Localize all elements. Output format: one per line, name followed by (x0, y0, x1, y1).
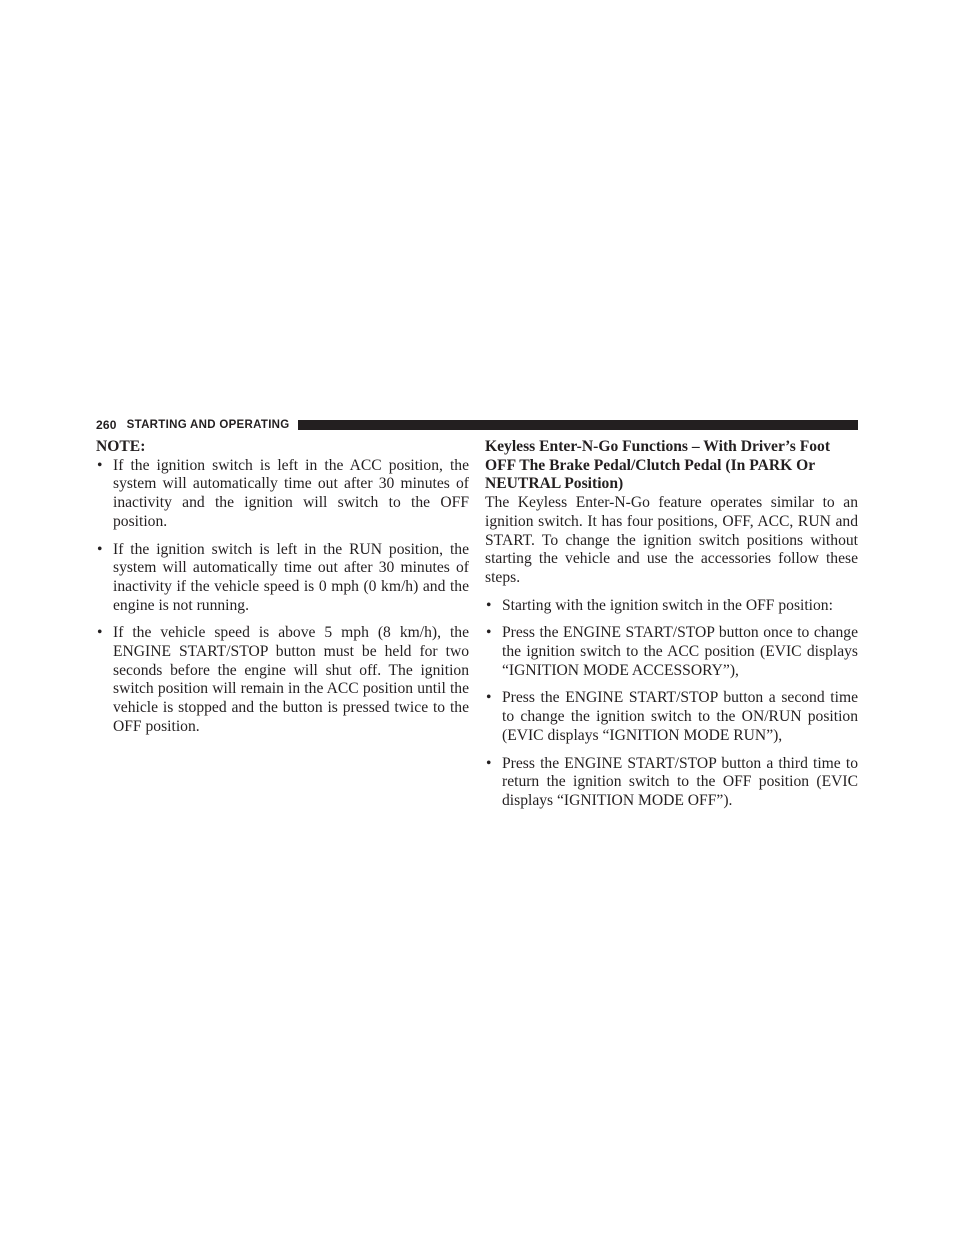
section-title: STARTING AND OPERATING (126, 419, 290, 431)
note-bullet: • If the ignition switch is left in the ACC position, the system will automatically time out after 30 minutes of inactivity and the ignition will switch to the OFF position. (96, 457, 469, 532)
right-column (485, 438, 858, 820)
section-heading: Keyless Enter-N-Go Functions – With Driver’s Foot OFF The Brake Pedal/Clutch Pedal (In PARK Or NEUTRAL Position) (485, 438, 831, 493)
left-column (96, 438, 469, 746)
page-number: 260 (96, 418, 117, 432)
page-header (96, 416, 858, 434)
steps-bullet-list (485, 597, 858, 811)
note-bullet: • If the vehicle speed is above 5 mph (8 km/h), the ENGINE START/STOP button must be held for two seconds before the engine will shut off. The ignition switch position will remain in the ACC position until the vehicle is stopped and the button is pressed twice to the OFF position. (96, 624, 469, 736)
step-bullet: • Starting with the ignition switch in the OFF position: (485, 597, 858, 616)
intro-paragraph: The Keyless Enter-N-Go feature operates similar to an ignition switch. It has four positions, OFF, ACC, RUN and START. To change the ignition switch positions without starting the vehicle and use the accessories follow these steps. (485, 494, 858, 586)
note-label: NOTE: (96, 438, 146, 455)
step-bullet: • Press the ENGINE START/STOP button a third time to return the ignition switch to the OFF position (EVIC displays “IGNITION MODE OFF”). (485, 755, 858, 811)
header-rule (298, 420, 858, 430)
step-bullet: • Press the ENGINE START/STOP button once to change the ignition switch to the ACC position (EVIC displays “IGNITION MODE ACCESSORY”), (485, 624, 858, 680)
step-bullet: • Press the ENGINE START/STOP button a second time to change the ignition switch to the ON/RUN position (EVIC displays “IGNITION MODE RUN”), (485, 689, 858, 745)
note-bullet-list (96, 457, 469, 737)
note-bullet: • If the ignition switch is left in the RUN position, the system will automatically time out after 30 minutes of inactivity if the vehicle speed is 0 mph (0 km/h) and the engine is not running. (96, 541, 469, 616)
